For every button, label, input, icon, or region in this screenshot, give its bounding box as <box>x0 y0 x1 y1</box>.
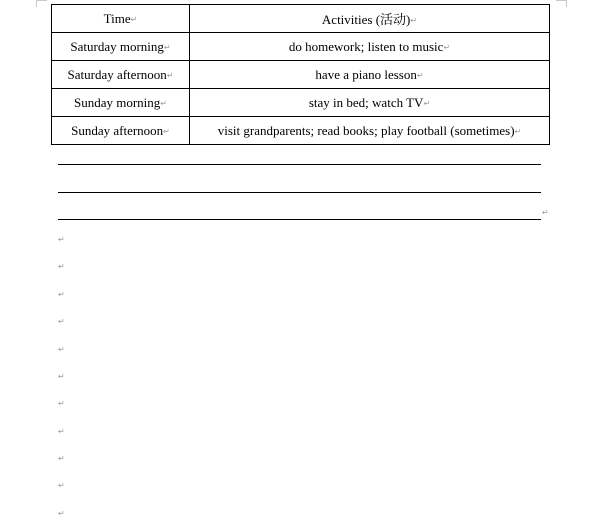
time-text: Saturday afternoon <box>67 66 167 82</box>
paragraph-mark-icon: ↵ <box>416 70 424 80</box>
weekend-activities-table <box>51 4 550 145</box>
paragraph-mark-icon: ↵ <box>58 317 65 326</box>
table-row <box>52 89 550 117</box>
activities-cell <box>190 61 550 89</box>
paragraph-mark-icon: ↵ <box>130 14 138 24</box>
paragraph-mark-icon: ↵ <box>514 126 522 136</box>
paragraph-mark-icon: ↵ <box>58 427 65 436</box>
time-text: Sunday morning <box>73 94 161 110</box>
time-cell <box>52 117 190 145</box>
paragraph-mark-icon: ↵ <box>58 235 65 244</box>
paragraph-mark-icon: ↵ <box>58 399 65 408</box>
paragraph-mark-icon: ↵ <box>542 208 549 217</box>
header-cell-time <box>52 5 190 33</box>
time-text: Sunday afternoon <box>71 122 164 138</box>
activities-text: do homework; listen to music <box>288 38 444 54</box>
header-activities-text: Activities (活动) <box>321 12 411 27</box>
paragraph-mark-icon: ↵ <box>443 42 451 52</box>
activities-text: stay in bed; watch TV <box>308 94 424 110</box>
paragraph-mark-icon: ↵ <box>58 509 65 518</box>
paragraph-mark-icon: ↵ <box>166 70 174 80</box>
paragraph-mark-icon: ↵ <box>58 481 65 490</box>
activities-cell <box>190 33 550 61</box>
paragraph-mark-icon: ↵ <box>410 16 418 25</box>
header-time-text: Time <box>103 10 131 26</box>
activities-text: visit grandparents; read books; play football (sometimes) <box>217 122 515 138</box>
answer-line <box>58 219 541 220</box>
time-text: Saturday morning <box>70 38 164 54</box>
paragraph-mark-icon: ↵ <box>423 98 431 108</box>
table-row <box>52 117 550 145</box>
answer-line <box>58 164 541 165</box>
time-cell <box>52 33 190 61</box>
table-header-row <box>52 5 550 33</box>
activities-cell <box>190 117 550 145</box>
answer-line <box>58 192 541 193</box>
page-corner-mark-left <box>36 0 47 7</box>
paragraph-mark-icon: ↵ <box>160 98 167 108</box>
activities-text: have a piano lesson <box>315 66 417 82</box>
paragraph-mark-icon: ↵ <box>58 262 65 271</box>
paragraph-mark-icon: ↵ <box>58 372 65 381</box>
paragraph-mark-icon: ↵ <box>58 454 65 463</box>
activities-cell <box>190 89 550 117</box>
page-corner-mark-right <box>556 0 567 7</box>
header-cell-activities <box>190 5 550 33</box>
paragraph-mark-icon: ↵ <box>58 290 65 299</box>
paragraph-mark-icon: ↵ <box>58 345 65 354</box>
table-row <box>52 61 550 89</box>
table-row <box>52 33 550 61</box>
paragraph-mark-icon: ↵ <box>163 42 171 52</box>
time-cell <box>52 61 190 89</box>
paragraph-mark-icon: ↵ <box>163 126 170 136</box>
time-cell <box>52 89 190 117</box>
